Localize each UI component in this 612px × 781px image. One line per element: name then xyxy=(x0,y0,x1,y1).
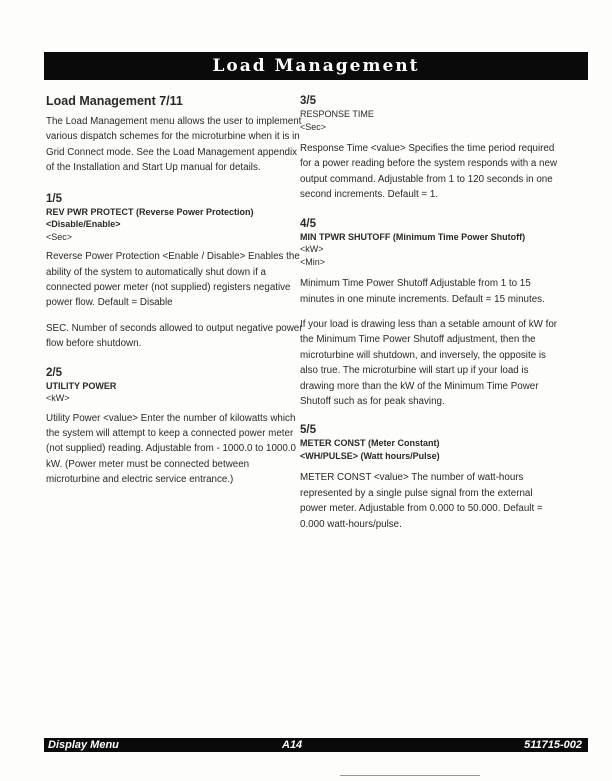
page-header-bar xyxy=(44,52,588,80)
item-description: Minimum Time Power Shutoff Adjustable from 1 to 15 minutes in one minute increments. Default = 15 minutes. xyxy=(300,278,545,305)
footer-section: Display Menu xyxy=(48,739,119,751)
item-description-2: SEC. Number of seconds allowed to output negative power flow before shutdown. xyxy=(46,322,303,350)
item-unit: <WH/PULSE> (Watt hours/Pulse) xyxy=(300,450,440,461)
right-column xyxy=(300,94,558,546)
menu-item-4 xyxy=(300,217,558,410)
footer-doc-number: 511715-002 xyxy=(524,739,582,751)
item-unit: <Sec> xyxy=(46,231,73,242)
item-unit: <kW> xyxy=(46,393,70,404)
page-title: Load Management xyxy=(212,56,420,76)
footer-page-number: A14 xyxy=(282,739,303,751)
section-title: Load Management 7/11 xyxy=(46,94,183,108)
item-name: UTILITY POWER xyxy=(46,380,117,391)
menu-item-1 xyxy=(46,186,304,352)
item-description-2: If your load is drawing less than a setable amount of kW for the Minimum Time Power Shutoff adjustment, then the microturbine will shutdown, and inversely, the opposite is also true. The microturbine will start up if your load is drawing more than the kW of the Minimum Time Power Shutoff such as for peak shaving. xyxy=(300,318,558,407)
item-unit-2: <Min> xyxy=(300,256,326,267)
item-number: 4/5 xyxy=(300,217,316,230)
item-number: 1/5 xyxy=(46,192,62,205)
scan-artifact-line xyxy=(340,775,480,776)
intro-paragraph: The Load Management menu allows the user to implement various dispatch schemes for the microturbine when it is in Grid Connect mode. See the Load Management appendix of the Installation and Start Up manual for details. xyxy=(46,116,302,174)
item-unit: <kW> xyxy=(300,244,324,255)
item-name: MIN TPWR SHUTOFF (Minimum Time Power Shutoff) xyxy=(300,231,526,242)
item-option: <Disable/Enable> xyxy=(46,219,121,230)
item-unit: <Sec> xyxy=(300,121,327,132)
item-name: RESPONSE TIME xyxy=(300,109,374,119)
item-name: REV PWR PROTECT (Reverse Power Protection) xyxy=(46,206,254,217)
item-description: Reverse Power Protection <Enable / Disable> Enables the ability of the system to automatically shut down if a connected power meter (not supplied) registers negative power flow. Default = Disable xyxy=(46,251,300,309)
menu-item-5 xyxy=(300,423,558,532)
item-number: 5/5 xyxy=(300,424,316,437)
item-number: 3/5 xyxy=(300,95,316,107)
item-description: Response Time <value> Specifies the time period required for a power reading before the system responds with a new output command. Adjustable from 1 to 120 seconds in one second increments. Default = 1. xyxy=(300,143,558,201)
menu-item-2 xyxy=(46,366,304,488)
item-number: 2/5 xyxy=(46,366,62,379)
menu-item-3 xyxy=(300,94,558,203)
item-description: Utility Power <value> Enter the number of kilowatts which the system will attempt to keep a connected power meter (not supplied) reading. Adjustable from - 1000.0 to 1000.0 kW. (Power meter must be connected between microturbine and electric service entrance.) xyxy=(46,412,296,486)
item-description: METER CONST <value> The number of watt-hours represented by a single pulse signal from the external power meter. Adjustable from 0.000 to 50.000. Default = 0.000 watt-hours/pulse. xyxy=(300,472,543,530)
page-footer xyxy=(44,738,588,752)
item-name: METER CONST (Meter Constant) xyxy=(300,438,440,449)
left-column xyxy=(46,94,304,502)
